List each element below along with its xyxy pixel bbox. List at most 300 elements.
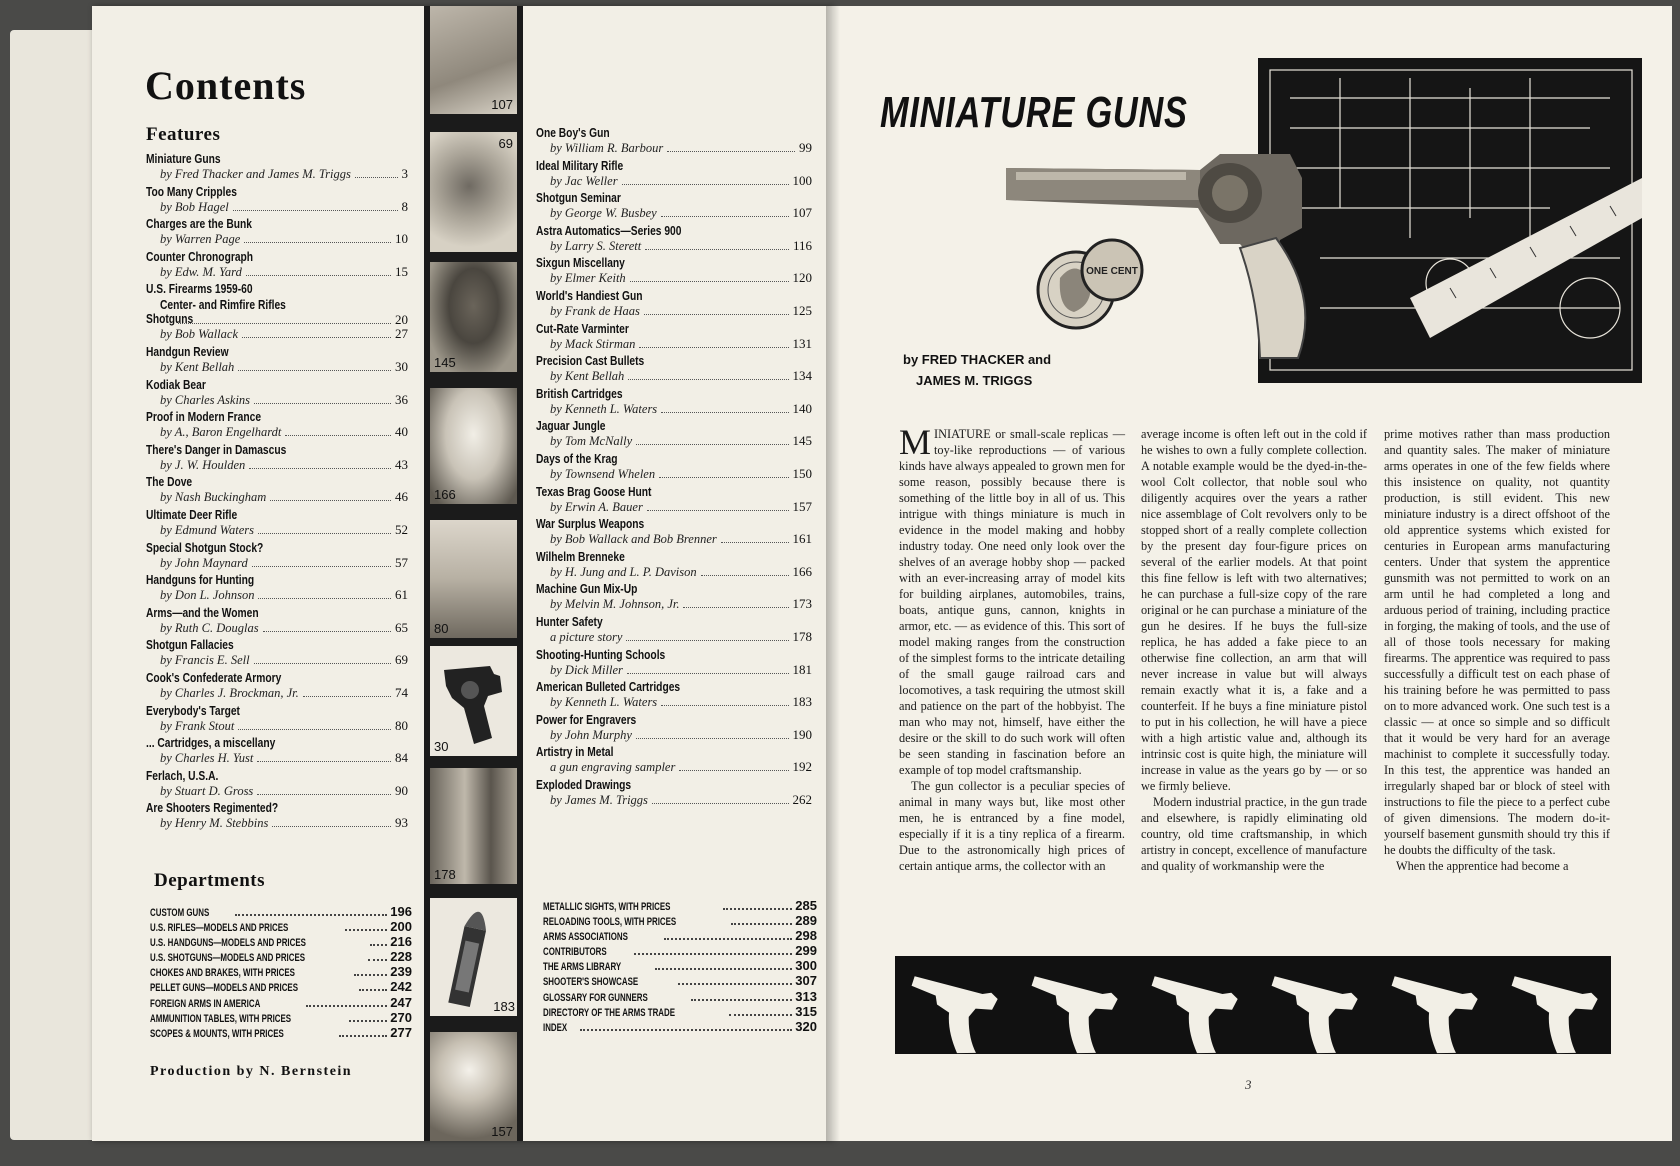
photo-revolver bbox=[430, 646, 517, 756]
leader-dots bbox=[634, 953, 792, 955]
department-entry bbox=[543, 898, 817, 913]
toc-entry-author: by Don L. Johnson bbox=[160, 588, 255, 603]
coin-text: ONE CENT bbox=[1086, 266, 1138, 277]
toc-entry-page: 262 bbox=[792, 791, 812, 807]
toc-entry-title: Kodiak Bear bbox=[146, 377, 206, 392]
toc-entry-title: The Dove bbox=[146, 475, 193, 490]
article-column-3 bbox=[1384, 426, 1610, 874]
toc-entry bbox=[536, 745, 812, 778]
leader-dots bbox=[627, 673, 789, 674]
toc-entry-page: 61 bbox=[395, 587, 408, 603]
article-paragraph: Modern industrial practice, in the gun trade and elsewhere, is rapidly eliminating old country, old time craftsmanship, in which artistry in concept, excellence of manufacture and quality of workmanship were the bbox=[1141, 795, 1367, 873]
department-entry bbox=[543, 989, 817, 1004]
page-number: 3 bbox=[1245, 1077, 1252, 1092]
toc-entry-author: by Warren Page bbox=[160, 232, 241, 247]
department-entry bbox=[150, 934, 412, 949]
toc-entry bbox=[536, 159, 812, 192]
department-page: 299 bbox=[795, 943, 817, 959]
leader-dots bbox=[626, 640, 788, 641]
department-name: U.S. SHOTGUNS—MODELS AND PRICES bbox=[150, 952, 306, 965]
toc-entry-author: by Dick Miller bbox=[550, 662, 623, 677]
toc-entry-author: by Bob Hagel bbox=[160, 199, 229, 214]
leader-dots bbox=[667, 151, 795, 152]
leader-dots bbox=[258, 533, 391, 534]
department-name: SHOOTER'S SHOWCASE bbox=[543, 976, 639, 989]
department-name: PELLET GUNS—MODELS AND PRICES bbox=[150, 982, 299, 995]
department-entry bbox=[543, 943, 817, 958]
leader-dots bbox=[270, 500, 391, 501]
department-entry bbox=[150, 1010, 412, 1025]
toc-entry-author: by James M. Triggs bbox=[550, 792, 648, 807]
article-paragraph: average income is often left out in the cold if he wishes to own a fully complete collection. A notable example would be the dyed-in-the-wool Colt collector, that noble soul who diligently acquires over the years a rather nice assemblage of Colt revolvers only to be stopped short of a really complete collection by the present day four-figure prices on several of the earlier models. At that point this fine fellow is left with two alternatives; he can purchase a full-size copy of the rare original or he can purchase a miniature of the gun he desires. If he buys the full-size replica, he has added a fake piece to an otherwise fine collection, an arm that will never increase in value but will always remain exactly what it is, a fake and a counterfeit. If he buys a fine miniature pistol to put in his collection, he will have a piece with a high artistic value and, although its intrinsic cost is quite high, the miniature will increase in value as the years go by — or so we firmly believe. bbox=[1141, 427, 1367, 793]
leader-dots bbox=[647, 510, 789, 511]
photo-rifleman bbox=[430, 6, 517, 114]
toc-entry-author: by Stuart D. Gross bbox=[160, 783, 254, 798]
toc-entry-page: 74 bbox=[395, 684, 408, 700]
article-paragraph: The gun collector is a peculiar species of animal in many ways but, like most other men, he is entranced by a fine model, especially if it is a tiny replica of a firearm. Due to the astronomically high prices of certain antique arms, the collector with an bbox=[899, 779, 1125, 873]
toc-entry-title: Machine Gun Mix-Up bbox=[536, 582, 638, 597]
toc-entry bbox=[536, 126, 812, 159]
toc-entry-page: 10 bbox=[395, 231, 408, 247]
leader-dots bbox=[652, 803, 789, 804]
toc-entry-title: Are Shooters Regimented? bbox=[146, 801, 279, 816]
toc-entry bbox=[146, 250, 408, 283]
article-paragraph: prime motives rather than mass production and quantity sales. The maker of miniature arms operates in one of the few fields where this insistence on quality, not quantity production, is still evident. This new miniature industry is a direct offshoot of the old apprentice systems which existed for centuries in European arms manufacturing centers. Under that system the apprentice gunsmith was not permitted to work on an arm until he had completed a long and arduous period of training, including practice in forging, the making of tools, and the use of all of those tools necessary for making firearms. The apprentice was required to pass successfully a difficult test on each phase of his training before he was permitted to pass on to more advanced work. One such test is a classic — at once so simple and so difficult that it would be very hard for an average machinist to complete it successfully today. In this test, the apprentice was handed an irregularly shaped bar or block of steel with instructions to file the piece to a perfect cube of given dimensions. The modern do-it-yourself basement gunsmith should try this if he doubts the difficulty of the task. bbox=[1384, 427, 1610, 857]
photo-hunter-sketch bbox=[430, 132, 517, 252]
toc-entry bbox=[146, 185, 408, 218]
department-entry bbox=[150, 949, 412, 964]
toc-entry-author: by Francis E. Sell bbox=[160, 653, 250, 668]
department-page: 247 bbox=[390, 994, 412, 1010]
department-entry bbox=[150, 919, 412, 934]
department-page: 239 bbox=[390, 964, 412, 980]
toc-entry-title: Exploded Drawings bbox=[536, 777, 632, 792]
toc-entry-title: British Cartridges bbox=[536, 386, 623, 401]
photo-page-number: 107 bbox=[491, 97, 513, 112]
toc-entry-page: 173 bbox=[792, 596, 812, 612]
toc-entry-title: Center- and Rimfire Rifles bbox=[160, 298, 286, 313]
toc-entry bbox=[146, 671, 408, 704]
leader-dots bbox=[238, 729, 391, 730]
toc-entry-author: by Kent Bellah bbox=[160, 359, 235, 374]
toc-entry-title: Days of the Krag bbox=[536, 451, 618, 466]
department-name: GLOSSARY FOR GUNNERS bbox=[543, 991, 648, 1004]
leader-dots bbox=[701, 575, 789, 576]
toc-entry bbox=[146, 541, 408, 574]
toc-entry-author: by A., Baron Engelhardt bbox=[160, 425, 282, 440]
toc-entry-author: by Larry S. Sterett bbox=[550, 238, 642, 253]
leader-dots bbox=[257, 794, 391, 795]
leader-dots bbox=[359, 989, 388, 991]
toc-entry-author: by Charles H. Yust bbox=[160, 751, 254, 766]
toc-entry-title: Miniature Guns bbox=[146, 152, 221, 166]
department-name: CHOKES AND BRAKES, WITH PRICES bbox=[150, 967, 295, 980]
leader-dots bbox=[254, 663, 391, 664]
toc-entry-title: War Surplus Weapons bbox=[536, 517, 645, 532]
photo-santa-hunter bbox=[430, 1032, 517, 1141]
features-list-col2 bbox=[536, 126, 812, 810]
article-title: MINIATURE GUNS bbox=[880, 88, 1188, 137]
leader-dots bbox=[664, 938, 792, 940]
leader-dots bbox=[355, 177, 398, 178]
toc-entry-page: 107 bbox=[792, 205, 812, 221]
toc-entry-page: 43 bbox=[395, 456, 408, 472]
toc-entry-page: 46 bbox=[395, 489, 408, 505]
leader-dots bbox=[249, 468, 391, 469]
toc-entry-title: Handgun Review bbox=[146, 344, 229, 359]
department-name: THE ARMS LIBRARY bbox=[543, 961, 622, 974]
toc-entry-title: Shotguns bbox=[146, 312, 194, 327]
toc-entry-page: 116 bbox=[792, 237, 812, 253]
toc-entry bbox=[146, 801, 408, 834]
leader-dots bbox=[257, 761, 391, 762]
leader-dots bbox=[659, 477, 788, 478]
toc-entry bbox=[146, 217, 408, 250]
toc-entry-author: by Erwin A. Bauer bbox=[550, 499, 643, 514]
toc-entry-title: Power for Engravers bbox=[536, 712, 637, 727]
revolver-illustration bbox=[1006, 154, 1305, 358]
photo-page-number: 183 bbox=[493, 999, 515, 1014]
department-page: 300 bbox=[795, 958, 817, 974]
toc-entry-title: Artistry in Metal bbox=[536, 745, 614, 760]
toc-entry bbox=[536, 289, 812, 322]
photo-hunter-field bbox=[430, 520, 517, 638]
leader-dots bbox=[678, 983, 792, 985]
toc-entry-page: 134 bbox=[792, 368, 812, 384]
article-column-2 bbox=[1141, 426, 1367, 874]
toc-entry-page: 80 bbox=[395, 717, 408, 733]
toc-entry-author: by Kent Bellah bbox=[550, 369, 625, 384]
toc-entry bbox=[146, 508, 408, 541]
article-paragraph: INIATURE or small-scale replicas — toy-like reproductions — of various kinds have always appealed to grown men for some reason, possibly because there is something of the little boy in all of us. This intrigue with things miniature is much in evidence in the model making and hobby industry today. One need only look over the shelves of an average hobby shop — packed with an ever-increasing array of model kits for building airplanes, automobiles, trains, boats, antique guns, cannon, knights in armor, etc. — as evidence of this. This sort of model making ranges from the construction of the simplest forms to the intricate detailing of the small gauge railroad cars and locomotives, a task requiring the utmost skill and patience on the part of the hobbyist. The man who may not, himself, have either the desire or the skill to do such work will often be seen standing in fascination before an example of top model craftsmanship. bbox=[899, 427, 1125, 777]
department-name: SCOPES & MOUNTS, WITH PRICES bbox=[150, 1027, 284, 1040]
features-heading: Features bbox=[146, 124, 221, 145]
leader-dots bbox=[349, 1020, 387, 1022]
department-name: FOREIGN ARMS IN AMERICA bbox=[150, 997, 261, 1010]
photo-page-number: 166 bbox=[434, 487, 456, 502]
leader-dots bbox=[258, 598, 391, 599]
leader-dots bbox=[303, 696, 391, 697]
toc-entry-page: 183 bbox=[792, 694, 812, 710]
departments-list-col2 bbox=[543, 898, 817, 1034]
toc-entry bbox=[536, 713, 812, 746]
department-page: 216 bbox=[390, 934, 412, 950]
toc-entry-author: by Charles Askins bbox=[160, 392, 251, 407]
leader-dots bbox=[254, 403, 391, 404]
pistol-silhouette-icon bbox=[1496, 969, 1599, 1054]
toc-entry-title: ... Cartridges, a miscellany bbox=[146, 736, 276, 751]
toc-entry-page: 27 bbox=[395, 326, 408, 342]
toc-entry-page: 8 bbox=[401, 198, 408, 214]
toc-entry bbox=[536, 778, 812, 811]
photo-cartridge bbox=[430, 898, 517, 1016]
toc-entry bbox=[146, 475, 408, 508]
toc-entry-author: by George W. Busbey bbox=[550, 206, 657, 221]
department-entry bbox=[150, 904, 412, 919]
department-name: CUSTOM GUNS bbox=[150, 907, 210, 919]
toc-entry-title: Counter Chronograph bbox=[146, 249, 254, 264]
toc-entry-author: by Frank Stout bbox=[160, 718, 235, 733]
toc-entry-author: by Charles J. Brockman, Jr. bbox=[160, 685, 299, 700]
photo-jaguar bbox=[430, 262, 517, 372]
photo-page-number: 178 bbox=[434, 867, 456, 882]
toc-entry-author: a gun engraving sampler bbox=[550, 760, 676, 775]
toc-entry-page: 84 bbox=[395, 750, 408, 766]
toc-entry-author: by Henry M. Stebbins bbox=[160, 816, 269, 831]
department-page: 277 bbox=[390, 1024, 412, 1040]
toc-entry bbox=[536, 387, 812, 420]
toc-entry-page: 93 bbox=[395, 815, 408, 831]
photo-page-number: 145 bbox=[434, 355, 456, 370]
toc-entry-title: Special Shotgun Stock? bbox=[146, 540, 264, 555]
department-entry bbox=[543, 928, 817, 943]
page-gutter bbox=[826, 6, 840, 1141]
photo-page-number: 80 bbox=[434, 621, 449, 636]
department-page: 307 bbox=[795, 973, 817, 989]
department-entry bbox=[150, 964, 412, 979]
toc-entry-author: by Fred Thacker and James M. Triggs bbox=[160, 167, 351, 181]
department-page: 196 bbox=[390, 904, 412, 919]
leader-dots bbox=[306, 1005, 387, 1007]
department-page: 228 bbox=[390, 949, 412, 965]
leader-dots bbox=[731, 923, 792, 925]
toc-entry bbox=[536, 485, 812, 518]
leader-dots bbox=[233, 210, 398, 211]
toc-entry-page: 65 bbox=[395, 619, 408, 635]
department-entry bbox=[543, 973, 817, 988]
leader-dots bbox=[636, 444, 788, 445]
leader-dots bbox=[679, 770, 788, 771]
pistol-silhouettes bbox=[895, 956, 1611, 1054]
toc-entry-author: by Edw. M. Yard bbox=[160, 264, 242, 279]
toc-entry-page: 125 bbox=[792, 302, 812, 318]
toc-entry-title: There's Danger in Damascus bbox=[146, 442, 287, 457]
byline-line-1: by FRED THACKER and bbox=[903, 352, 1052, 367]
leader-dots bbox=[339, 1035, 388, 1037]
toc-entry-author: by Elmer Keith bbox=[550, 271, 626, 286]
toc-entry bbox=[536, 582, 812, 615]
toc-entry bbox=[146, 410, 408, 443]
toc-entry-page: 131 bbox=[792, 335, 812, 351]
leader-dots bbox=[263, 631, 391, 632]
toc-entry bbox=[536, 354, 812, 387]
toc-entry-title: Everybody's Target bbox=[146, 703, 240, 718]
toc-entry bbox=[536, 648, 812, 681]
toc-entry-page: 90 bbox=[395, 782, 408, 798]
department-page: 270 bbox=[390, 1009, 412, 1025]
toc-entry-page: 145 bbox=[792, 433, 812, 449]
departments-list-col1 bbox=[150, 904, 412, 1040]
byline-line-2: JAMES M. TRIGGS bbox=[916, 373, 1033, 388]
toc-entry-page: 99 bbox=[799, 140, 812, 155]
toc-entry bbox=[536, 256, 812, 289]
toc-entry-title: World's Handiest Gun bbox=[536, 288, 643, 303]
leader-dots bbox=[580, 1029, 793, 1031]
toc-entry bbox=[536, 191, 812, 224]
toc-entry-page: 190 bbox=[792, 726, 812, 742]
photo-page-number: 69 bbox=[498, 136, 513, 151]
department-page: 315 bbox=[795, 1003, 817, 1019]
toc-entry-page: 178 bbox=[792, 628, 812, 644]
department-name: ARMS ASSOCIATIONS bbox=[543, 931, 628, 944]
department-page: 242 bbox=[390, 979, 412, 995]
toc-entry bbox=[146, 152, 408, 185]
toc-entry-author: by Bob Wallack and Bob Brenner bbox=[550, 532, 717, 547]
leader-dots bbox=[630, 281, 789, 282]
toc-entry-page: 3 bbox=[401, 166, 408, 181]
features-list-col1 bbox=[146, 152, 408, 834]
photo-page-number: 30 bbox=[434, 739, 449, 754]
toc-entry bbox=[146, 345, 408, 378]
leader-dots bbox=[691, 999, 792, 1001]
toc-entry-title: Handguns for Hunting bbox=[146, 573, 255, 588]
production-credit: Production by N. Bernstein bbox=[150, 1064, 353, 1079]
toc-entry bbox=[146, 638, 408, 671]
toc-entry-page: 57 bbox=[395, 554, 408, 570]
toc-entry bbox=[146, 573, 408, 606]
article-column-1 bbox=[899, 422, 1125, 874]
leader-dots bbox=[368, 959, 387, 961]
department-name: RELOADING TOOLS, WITH PRICES bbox=[543, 916, 677, 929]
toc-entry bbox=[536, 680, 812, 713]
leader-dots bbox=[354, 974, 387, 976]
department-page: 285 bbox=[795, 898, 817, 913]
department-page: 289 bbox=[795, 913, 817, 929]
toc-entry-author: a picture story bbox=[550, 629, 623, 644]
toc-entry-title: Cut-Rate Varminter bbox=[536, 321, 629, 336]
toc-entry-author: by Melvin M. Johnson, Jr. bbox=[550, 597, 680, 612]
department-entry bbox=[150, 1025, 412, 1040]
department-name: METALLIC SIGHTS, WITH PRICES bbox=[543, 901, 671, 913]
toc-entry bbox=[146, 606, 408, 639]
leader-dots bbox=[628, 379, 788, 380]
coins bbox=[1038, 240, 1142, 328]
toc-entry-author: by John Murphy bbox=[550, 727, 632, 742]
leader-dots bbox=[721, 542, 789, 543]
toc-entry-page: 161 bbox=[792, 531, 812, 547]
toc-entry-page: 30 bbox=[395, 358, 408, 374]
pistol-silhouette-icon bbox=[1376, 969, 1479, 1054]
leader-dots bbox=[252, 566, 391, 567]
toc-entry-title: Ferlach, U.S.A. bbox=[146, 768, 219, 783]
toc-entry-author: by Nash Buckingham bbox=[160, 490, 267, 505]
toc-entry-author: by Frank de Haas bbox=[550, 303, 640, 318]
toc-entry-title: Ideal Military Rifle bbox=[536, 158, 624, 173]
toc-entry-page: 15 bbox=[395, 263, 408, 279]
toc-entry-author: by Kenneth L. Waters bbox=[550, 695, 658, 710]
toc-entry-page: 166 bbox=[792, 563, 812, 579]
pistol-silhouette-icon bbox=[1136, 969, 1239, 1054]
toc-entry bbox=[146, 312, 408, 345]
toc-entry-page: 20 bbox=[395, 312, 408, 328]
leader-dots bbox=[622, 184, 789, 185]
leader-dots bbox=[370, 944, 388, 946]
toc-entry-page: 140 bbox=[792, 400, 812, 416]
toc-entry-title: Precision Cast Bullets bbox=[536, 354, 645, 369]
department-entry bbox=[543, 958, 817, 973]
leader-dots bbox=[655, 968, 793, 970]
toc-entry bbox=[536, 517, 812, 550]
toc-entry-title: Astra Automatics—Series 900 bbox=[536, 223, 682, 238]
photo-portrait bbox=[430, 388, 517, 504]
toc-entry-page: 52 bbox=[395, 521, 408, 537]
leader-dots bbox=[246, 275, 391, 276]
photo-school bbox=[430, 768, 517, 884]
toc-entry-page: 69 bbox=[395, 652, 408, 668]
toc-entry bbox=[536, 322, 812, 355]
leader-dots bbox=[723, 908, 792, 910]
toc-entry-author: by John Maynard bbox=[160, 555, 248, 570]
toc-entry bbox=[536, 224, 812, 257]
toc-entry-page: 181 bbox=[792, 661, 812, 677]
toc-entry-page: 100 bbox=[792, 172, 812, 188]
toc-entry-author: by William R. Barbour bbox=[550, 141, 664, 155]
department-entry bbox=[543, 1004, 817, 1019]
pistol-silhouette-icon bbox=[1016, 969, 1119, 1054]
toc-entry-author: by H. Jung and L. P. Davison bbox=[550, 564, 697, 579]
toc-entry-title: Jaguar Jungle bbox=[536, 419, 606, 434]
pistol-silhouette-icon bbox=[1256, 969, 1359, 1054]
toc-entry-author: by Mack Stirman bbox=[550, 336, 636, 351]
toc-entry-title: American Bulleted Cartridges bbox=[536, 680, 681, 695]
toc-entry bbox=[536, 419, 812, 452]
department-name: AMMUNITION TABLES, WITH PRICES bbox=[150, 1012, 292, 1025]
leader-dots bbox=[729, 1014, 792, 1016]
toc-entry bbox=[146, 282, 408, 298]
toc-entry-title: Hunter Safety bbox=[536, 614, 603, 629]
department-name: U.S. RIFLES—MODELS AND PRICES bbox=[150, 922, 289, 935]
leader-dots bbox=[661, 705, 788, 706]
toc-entry-title: Sixgun Miscellany bbox=[536, 256, 625, 271]
toc-entry-page: 192 bbox=[792, 759, 812, 775]
leader-dots bbox=[644, 314, 789, 315]
toc-entry-title: Wilhelm Brenneke bbox=[536, 549, 625, 564]
toc-entry-title: Proof in Modern France bbox=[146, 410, 262, 425]
department-entry bbox=[150, 995, 412, 1010]
leader-dots bbox=[639, 347, 788, 348]
department-page: 320 bbox=[795, 1018, 817, 1034]
leader-dots bbox=[272, 826, 391, 827]
department-entry bbox=[543, 913, 817, 928]
toc-entry bbox=[146, 378, 408, 411]
toc-entry-author: by J. W. Houlden bbox=[160, 457, 246, 472]
photo-strip bbox=[424, 6, 523, 1141]
toc-entry-author: by Townsend Whelen bbox=[550, 466, 656, 481]
toc-entry-title: Arms—and the Women bbox=[146, 605, 259, 620]
toc-entry-title: One Boy's Gun bbox=[536, 126, 610, 140]
toc-entry-page: 150 bbox=[792, 465, 812, 481]
toc-entry-title: Too Many Cripples bbox=[146, 184, 237, 199]
toc-entry bbox=[146, 769, 408, 802]
toc-entry-page: 36 bbox=[395, 391, 408, 407]
pistol-silhouettes-band bbox=[895, 956, 1611, 1054]
toc-entry-page: 40 bbox=[395, 424, 408, 440]
toc-entry bbox=[146, 443, 408, 476]
toc-entry bbox=[536, 550, 812, 583]
toc-entry-title: Ultimate Deer Rifle bbox=[146, 507, 238, 522]
drop-cap: M bbox=[899, 422, 932, 462]
toc-entry-title: Texas Brag Goose Hunt bbox=[536, 484, 652, 499]
leader-dots bbox=[235, 914, 387, 916]
toc-entry-title: U.S. Firearms 1959-60 bbox=[146, 282, 253, 297]
leader-dots bbox=[285, 435, 391, 436]
toc-entry-title: Charges are the Bunk bbox=[146, 217, 252, 232]
toc-entry-author: by Jac Weller bbox=[550, 173, 618, 188]
leader-dots bbox=[683, 607, 788, 608]
department-page: 200 bbox=[390, 919, 412, 935]
toc-entry bbox=[536, 615, 812, 648]
department-name: CONTRIBUTORS bbox=[543, 946, 607, 959]
